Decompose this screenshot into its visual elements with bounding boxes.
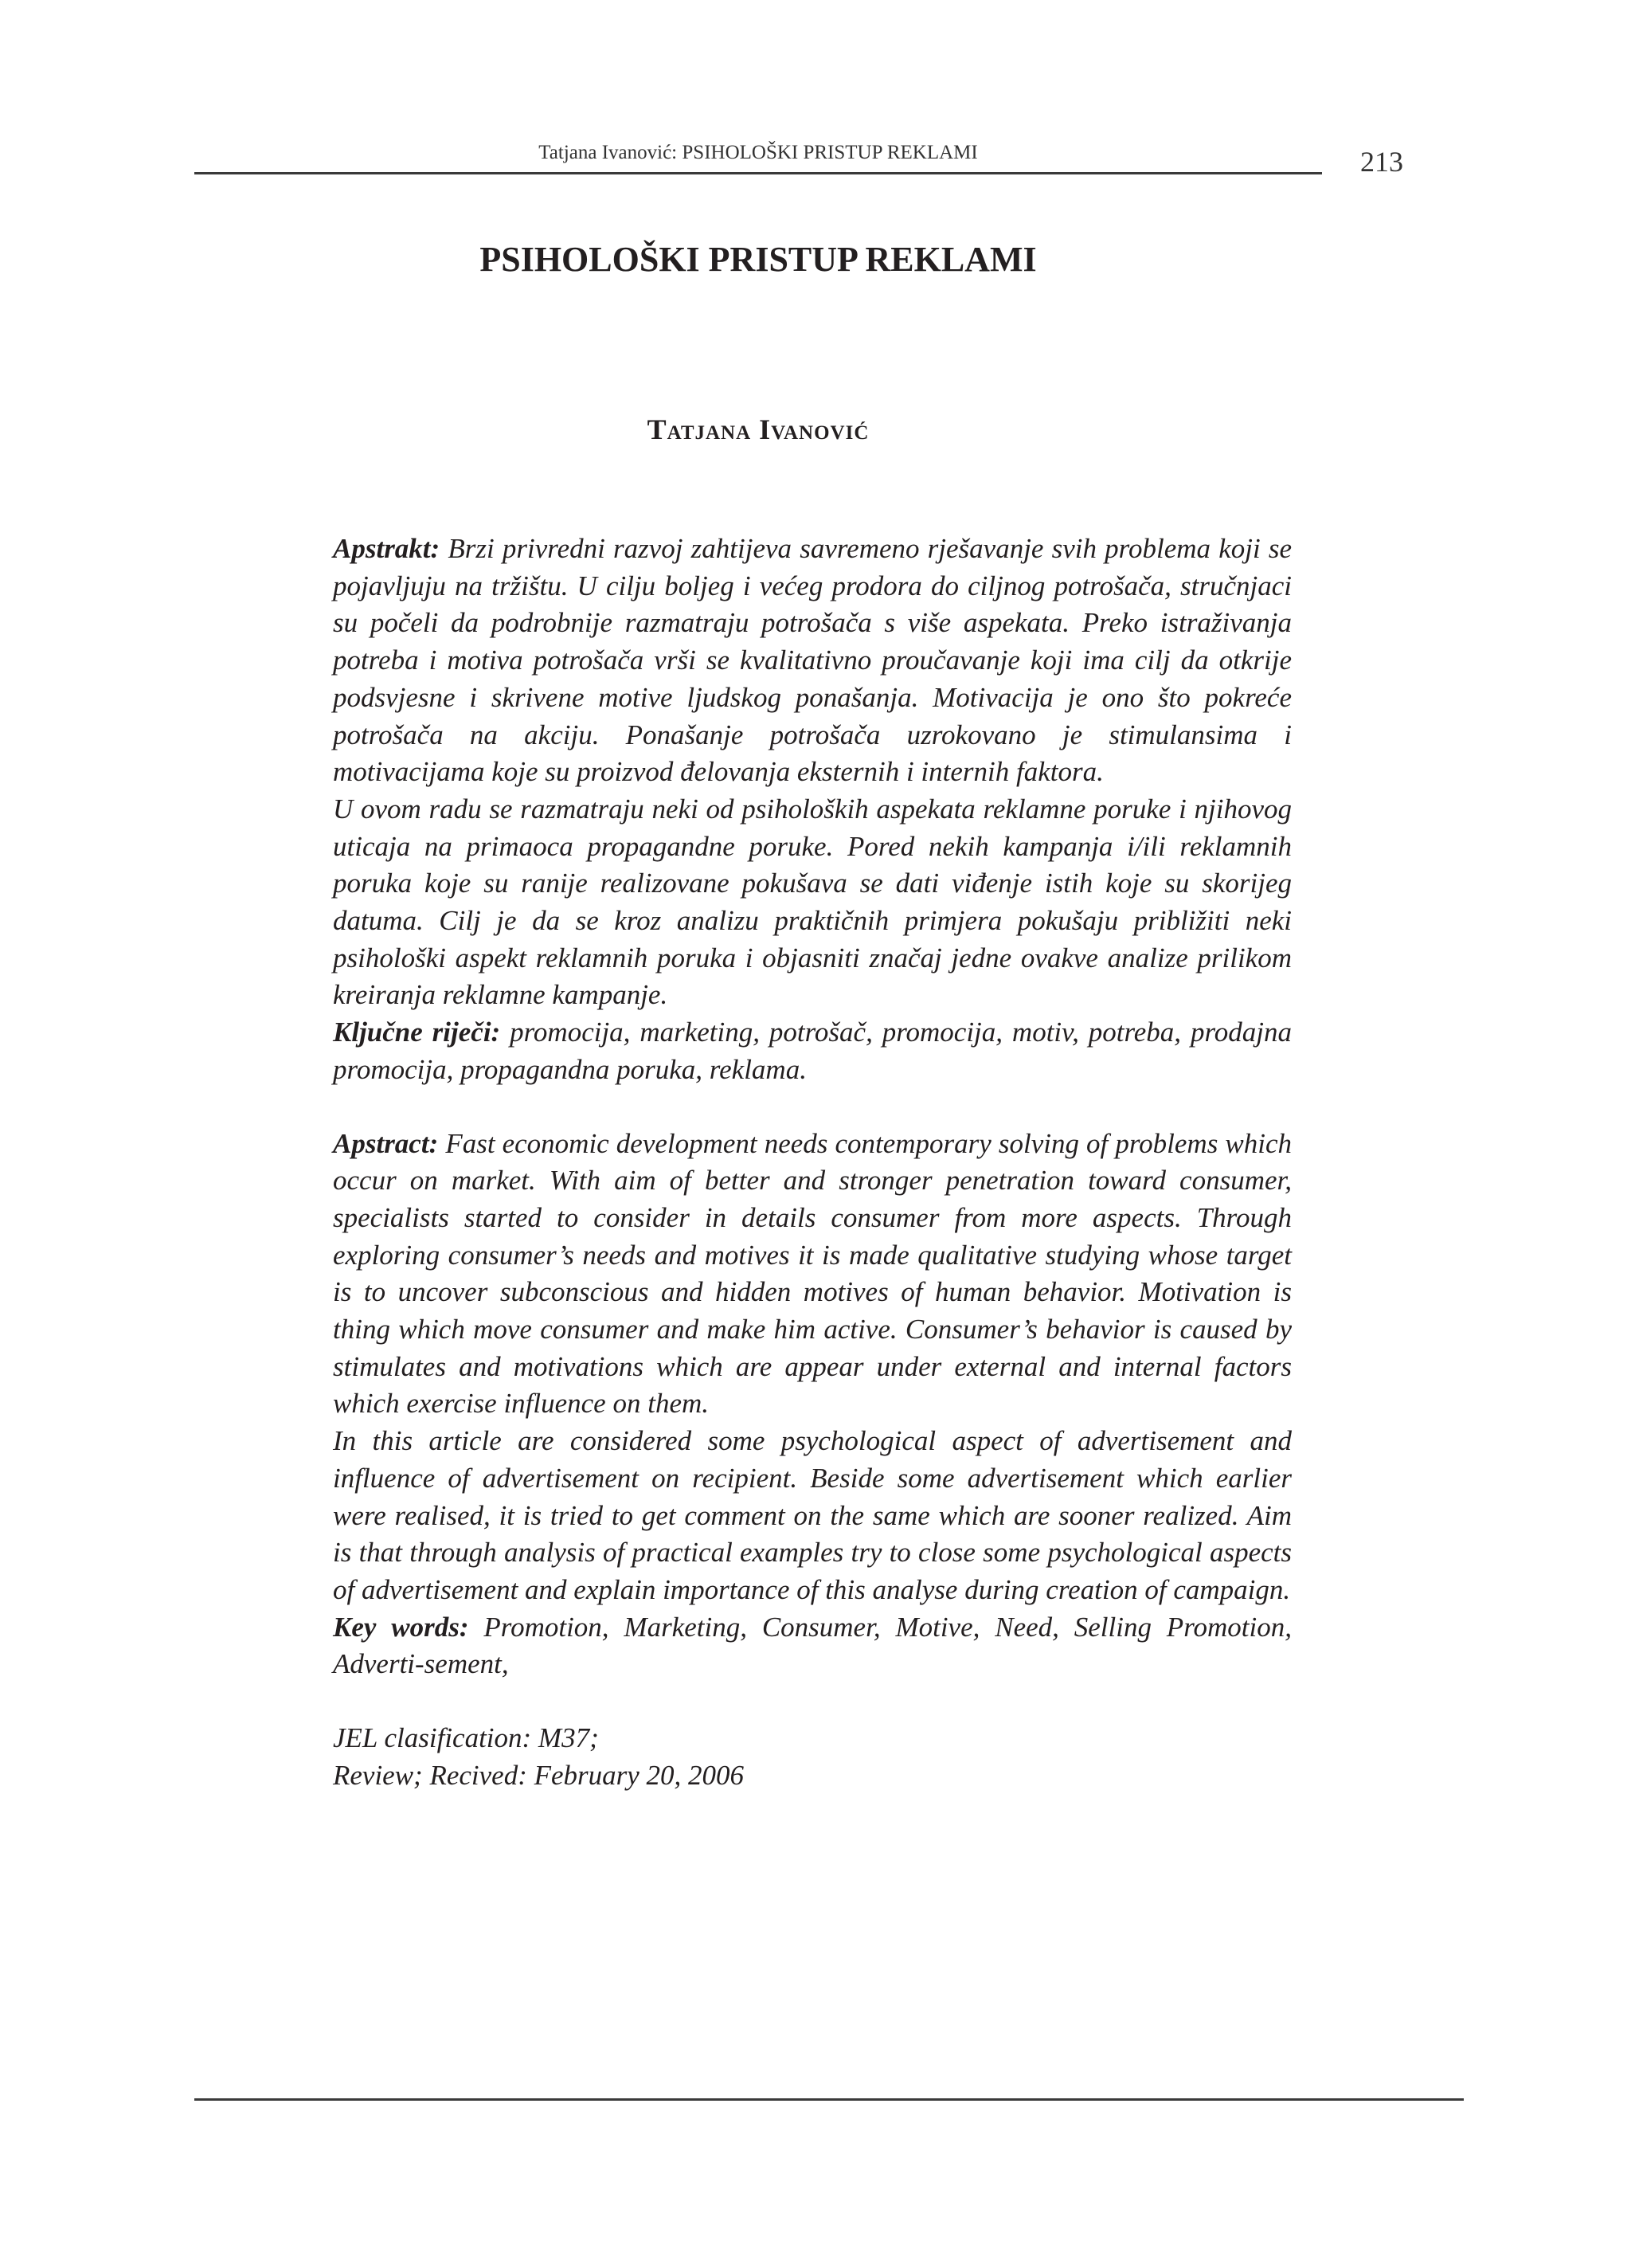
abstract-sr-paragraph-1	[333, 531, 1292, 791]
jel-classification: JEL clasification: M37;	[333, 1722, 599, 1754]
abstract-block	[333, 531, 1292, 1795]
abstract-sr-paragraph-2: U ovom radu se razmatraju neki od psiholoških aspekata reklamne poruke i njihovog uticaja na primaoca propagandne poruke. Pored nekih kampanja i/ili reklamnih poruka koje su ranije realizovane pokušava se dati viđenje istih koje su skorijeg datuma. Cilj je da se kroz analizu praktičnih primjera pokušaju približiti neki psihološki aspekt reklamnih poruka i objasniti značaj jedne ovakve analize prilikom kreiranja reklamne kampanje.	[333, 793, 1292, 1011]
abstract-en-paragraph-2: In this article are considered some psychological aspect of advertisement and influence of advertisement on recipient. Beside some advertisement which earlier were realised, it is tried to get comment on the same which are sooner realized. Aim is that through analysis of practical examples try to close some psychological aspects of advertisement and explain importance of this analyse during creation of campaign.	[333, 1425, 1292, 1605]
keywords-sr	[333, 1014, 1292, 1088]
header-rule	[194, 172, 1322, 174]
paper-title: PSIHOLOŠKI PRISTUP REKLAMI	[479, 240, 1037, 279]
footer-rule	[194, 2098, 1464, 2101]
abstract-en-text-1: Fast economic development needs contemporary solving of problems which occur on market. With aim of better and stronger penetration toward consumer, specialists started to consider in details consumer from more aspects. Through exploring consumer’s needs and motives it is made qualitative studying whose target is to uncover subconscious and hidden motives of human behavior. Motivation is thing which move consumer and make him active. Consumer’s behavior is caused by stimulates and motivations which are appear under external and internal factors which exercise influence on them.	[333, 1127, 1293, 1420]
author-name: Tatjana Ivanović	[647, 413, 870, 445]
section-gap	[333, 1089, 1292, 1126]
keywords-sr-label: Ključne riječi:	[333, 1016, 501, 1048]
abstract-sr-label: Apstrakt:	[333, 533, 440, 564]
abstract-en-paragraph-1	[333, 1126, 1292, 1424]
keywords-en	[333, 1609, 1292, 1683]
page-number: 213	[1360, 146, 1403, 178]
review-received: Review; Recived: February 20, 2006	[333, 1759, 745, 1791]
keywords-sr-text: promocija, marketing, potrošač, promocija, motiv, potreba, prodajna promocija, propagandna poruka, reklama.	[333, 1016, 1292, 1085]
abstract-en-label: Apstract:	[333, 1127, 439, 1159]
running-header: Tatjana Ivanović: PSIHOLOŠKI PRISTUP REKLAMI	[538, 142, 978, 163]
keywords-en-text: Promotion, Marketing, Consumer, Motive, Need, Selling Promotion, Adverti-sement,	[333, 1611, 1292, 1680]
section-gap	[333, 1683, 1292, 1720]
keywords-en-label: Key words:	[333, 1611, 469, 1643]
abstract-sr-text-1: Brzi privredni razvoj zahtijeva savremeno rješavanje svih problema koji se pojavljuju na tržištu. U cilju boljeg i većeg prodora do ciljnog potrošača, stručnjaci su počeli da podrobnije razmatraju potrošača s više aspekata. Preko istraživanja potreba i motiva potrošača vrši se kvalitativno proučavanje koji ima cilj da otkrije podsvjesne i skrivene motive ljudskog ponašanja. Motivacija je ono što pokreće potrošača na akciju. Ponašanje potrošača uzrokovano je stimulansima i motivacijama koje su proizvod đelovanja eksternih i internih faktora.	[333, 533, 1292, 788]
